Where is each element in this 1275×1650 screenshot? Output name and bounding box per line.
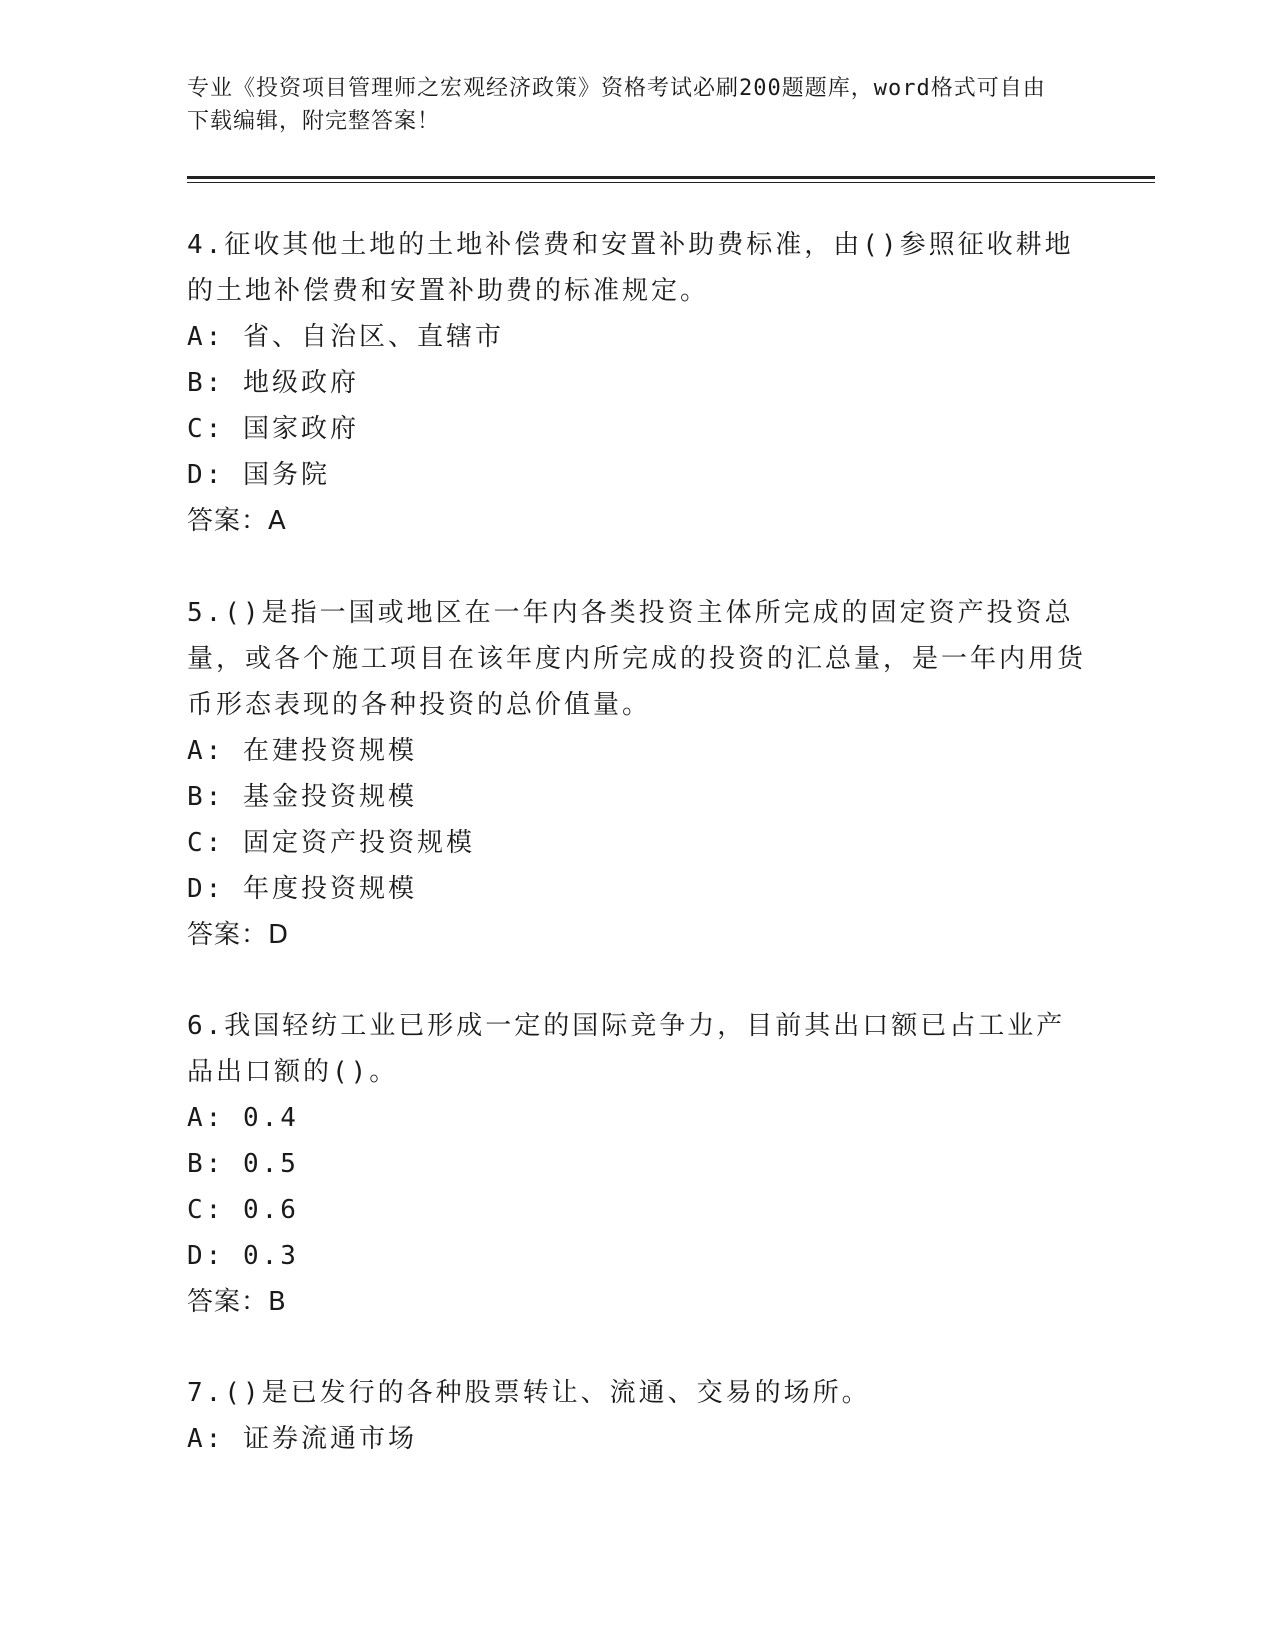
option-d: D: 0.3 <box>187 1241 299 1271</box>
question-text: 4.征收其他土地的土地补偿费和安置补助费标准，由()参照征收耕地的土地补偿费和安置补助费的标准规定。 <box>187 230 1074 306</box>
option-d: D: 国务院 <box>187 460 330 490</box>
option-c: C: 0.6 <box>187 1195 299 1225</box>
question-text: 5.()是指一国或地区在一年内各类投资主体所完成的固定资产投资总量，或各个施工项目在该年度内所完成的投资的汇总量，是一年内用货币形态表现的各种投资的总价值量。 <box>187 598 1087 720</box>
option-c: C: 固定资产投资规模 <box>187 828 475 858</box>
header-title: 专业《投资项目管理师之宏观经济政策》资格考试必刷200题题库，word格式可自由下载编辑，附完整答案！ <box>187 76 1046 134</box>
answer: 答案：B <box>187 1287 287 1317</box>
option-a: A: 在建投资规模 <box>187 736 417 766</box>
option-d: D: 年度投资规模 <box>187 874 417 904</box>
option-a: A: 证券流通市场 <box>187 1424 417 1454</box>
header-divider-thin <box>187 182 1155 183</box>
header-divider-thick <box>187 176 1155 179</box>
question-text: 7.()是已发行的各种股票转让、流通、交易的场所。 <box>187 1378 871 1408</box>
question-text: 6.我国轻纺工业已形成一定的国际竞争力，目前其出口额已占工业产品出口额的()。 <box>187 1011 1066 1087</box>
answer: 答案：D <box>187 920 290 950</box>
option-c: C: 国家政府 <box>187 414 359 444</box>
question-5 <box>187 590 1087 958</box>
question-4 <box>187 222 1087 544</box>
option-b: B: 地级政府 <box>187 368 359 398</box>
option-b: B: 基金投资规模 <box>187 782 417 812</box>
option-b: B: 0.5 <box>187 1149 299 1179</box>
question-6 <box>187 1003 1087 1325</box>
question-7 <box>187 1370 1087 1462</box>
option-a: A: 0.4 <box>187 1103 299 1133</box>
answer: 答案：A <box>187 506 287 536</box>
document-header <box>187 72 1067 138</box>
option-a: A: 省、自治区、直辖市 <box>187 322 504 352</box>
